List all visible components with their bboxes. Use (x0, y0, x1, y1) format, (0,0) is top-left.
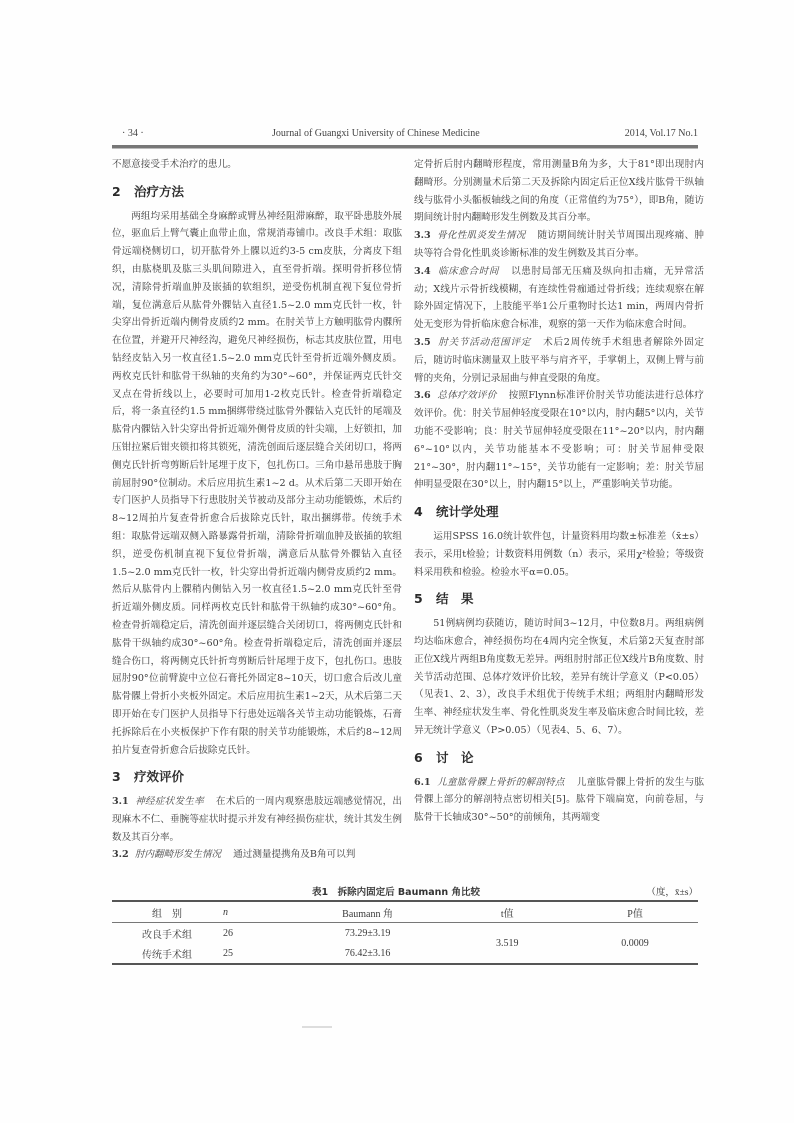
subsection-3-4: 3.4 临床愈合时间 以患肘局部无压痛及纵向扣击痛，无异常活动；X线片示骨折线模糊，有连续性骨痂通过骨折线；连续观察在解除外固定情况下，上肢能平举1公斤重物时长达1 min，两周内骨折处无变形为骨折临床愈合标准，观察的第一天作为临床愈合时间。 (414, 265, 704, 331)
subsection-3-6: 3.6 总体疗效评价 按照Flynn标准评价肘关节功能法进行总体疗效评价。优：肘关节屈伸轻度受限在10°以内，肘内翻5°以内，关节功能不受影响；良：肘关节屈伸轻度受限在11°~20°以内，肘内翻6°~10°以内，关节功能基本不受影响；可：肘关节屈伸受限21°~30°，肘内翻11°~15°，关节功能有一定影响；差：肘关节屈伸明显受限在30°以上，肘内翻15°以上，严重影响关节功能。 (414, 390, 704, 491)
header-t: t值 (500, 908, 514, 920)
table-unit: （度，x̄±s） (646, 888, 698, 898)
journal-name: Journal of Guangxi University of Chinese Medicine (272, 128, 480, 139)
subsection-3-1: 3.1 神经症状发生率 在术后的一周内观察患肢远端感觉情况，出现麻木不仁、垂腕等症状时提示并发有神经损伤症状，统计其发生例数及其百分率。 (112, 796, 403, 843)
subsection-3-2: 3.2 肘内翻畸形发生情况 通过测量提携角及B角可以判 (112, 849, 356, 861)
table-caption: 表1 拆除内固定后 Baumann 角比较 (312, 887, 480, 898)
cell-n: 26 (223, 927, 234, 939)
section-heading-2: 2 治疗方法 (112, 183, 185, 199)
subsection-3-3: 3.3 骨化性肌炎发生情况 随访期间统计肘关节周围出现疼痛、肿块等符合骨化性肌炎诊断标准的发生例数及其百分率。 (414, 230, 705, 259)
right-column (414, 156, 704, 827)
section-2-body: 两组均采用基础全身麻醉或臂丛神经阻滞麻醉，取平卧患肢外展位，驱血后上臂气囊止血带止血，常规消毒铺巾。改良手术组：取肱骨远端桡侧切口，切开肱骨外上髁以近约3-5 cm皮肤，分离皮下组织，由肱桡肌及肱三头肌间隙进入，直至骨折端。探明骨折移位情况，清除骨折端血肿及嵌插的软组织，逆受伤机制直视下复位骨折端，复位满意后从肱骨外髁钻入直径1.5~2.0 mm克氏针一枚，针尖穿出骨折近端内侧骨皮质约2 mm。在肘关节上方触明肱骨内髁所在位置，并避开尺神经沟，避免尺神经损伤，标志其皮肤位置，用电钻经皮钻入另一枚直径1.5~2.0 mm克氏针至骨折近端外侧皮质。两枚克氏针和肱骨干纵轴的夹角约为30°~60°，并保证两克氏针交叉点在骨折线以上，必要时可加用1-2枚克氏针。检查骨折端稳定后，将一条直径约1.5 mm捆绑带绕过肱骨外髁钻入克氏针的尾端及肱骨内髁钻入针尖穿出骨折近端外侧骨皮质的针尖端，上好锁扣，加压钳拉紧后钳夹锁扣将其锁死，清洗创面后逐层缝合关闭切口，将两侧克氏针折弯剪断后针尾埋于皮下，包扎伤口。三角巾悬吊患肢于胸前屈肘90°位制动。术后应用抗生素1~2 d。从术后第二天即开始在专门医护人员指导下行患肢肘关节被动及部分主动功能锻炼，术后约8~12周拍片复查骨折愈合后拔除克氏针，取出捆绑带。传统手术组：取肱骨远端双侧入路暴露骨折端，清除骨折端血肿及嵌插的软组织，逆受伤机制直视下复位骨折端，满意后从肱骨外髁钻入直径1.5~2.0 mm克氏针一枚，针尖穿出骨折近端内侧骨皮质约2 mm。然后从肱骨内上髁稍内侧钻入另一枚直径1.5~2.0 mm克氏针至骨折近端外侧皮质。同样两枚克氏针和肱骨干纵轴约成30°~60°角。检查骨折端稳定后，清洗创面并逐层缝合关闭切口，将两侧克氏针和肱骨干纵轴约成30°~60°角。检查骨折端稳定后，清洗创面并逐层缝合伤口，将两侧克氏针折弯剪断后针尾埋于皮下，包扎伤口。患肢屈肘90°位前臂旋中立位石膏托外固定8~10天，切口愈合后改儿童肱骨髁上骨折小夹板外固定。术后应用抗生素1~2天，从术后第二天即开始在专门医护人员指导下行患处远端各关节主动功能锻炼，石膏托拆除后在小夹板保护下作有限的肘关节功能锻炼，术后约8~12周拍片复查骨折愈合后拔除克氏针。 (112, 210, 402, 756)
running-header (112, 128, 698, 144)
section-heading-6: 6 讨 论 (414, 749, 474, 765)
table-row (112, 923, 698, 944)
table-header-row (112, 901, 698, 923)
page-number: · 34 · (122, 128, 144, 139)
cell-baumann: 76.42±3.16 (344, 947, 391, 959)
baumann-table (112, 900, 698, 965)
header-n: n (223, 906, 229, 918)
cell-t-value: 3.519 (496, 937, 519, 949)
intro-tail: 不愿意接受手术治疗的患儿。 (112, 159, 237, 170)
section-4-body: 运用SPSS 16.0统计软件包，计量资料用均数±标准差（x̄±s）表示，采用t检验；计数资料用例数（n）表示，采用χ²检验；等级资料采用秩和检验。检验水平α=0.05。 (414, 530, 704, 578)
table-1 (112, 884, 698, 965)
table-caption-row (112, 884, 698, 900)
cell-p-value: 0.0009 (621, 937, 649, 949)
cell-group: 改良手术组 (142, 929, 193, 941)
cell-group: 传统手术组 (142, 949, 193, 961)
cell-baumann: 73.29±3.19 (344, 927, 391, 939)
section-5-body: 51例病例均获随访，随访时间3~12月，中位数8月。两组病例均达临床愈合，神经损伤均在4周内完全恢复，术后第2天复查肘部正位X线片两组B角度数无差异。两组肘肘部正位X线片B角度数、肘关节活动范围、总体疗效评价比较，差异有统计学意义（P<0.05）（见表1、2、3），改良手术组优于传统手术组；两组肘内翻畸形发生率、神经症状发生率、骨化性肌炎发生率及临床愈合时间比较，差异无统计学意义（P>0.05）（见表4、5、6、7）。 (414, 618, 704, 736)
section-3-2-continued: 定骨折后肘内翻畸形程度，常用测量B角为多，大于81°即出现肘内翻畸形。分别测量术后第二天及拆除内固定后正位X线片肱骨干纵轴线与肱骨小头骺板轴线之间的角度（正常值约为75°），即B角，随访期间统计肘内翻畸形发生例数及其百分率。 (414, 159, 704, 224)
volume-issue: 2014, Vol.17 No.1 (624, 128, 698, 139)
left-column (112, 156, 402, 864)
header-baumann: Baumann 角 (342, 908, 393, 920)
cell-n: 25 (223, 947, 234, 959)
header-p: P值 (627, 908, 643, 920)
section-heading-5: 5 结 果 (414, 591, 474, 607)
scan-artifact (302, 1026, 332, 1028)
section-heading-4: 4 统计学处理 (414, 504, 499, 520)
header-rule-thin (112, 148, 698, 149)
header-group: 组 别 (152, 908, 183, 920)
subsection-6-1: 6.1 儿童肱骨髁上骨折的解剖特点 儿童肱骨髁上骨折的发生与肱骨髁上部分的解剖特点密切相关[5]。肱骨下端扁宽，向前卷屈，与肱骨干长轴成30°~50°的前倾角，其两端变 (414, 776, 705, 824)
section-heading-3: 3 疗效评价 (112, 769, 185, 785)
subsection-3-5: 3.5 肘关节活动范围评定 术后2周传统手术组患者解除外固定后，随访时临床测量双上肢平举与肩齐平，手掌朝上，双侧上臂与前臂的夹角，分别记录屈曲与伸直受限的角度。 (414, 336, 705, 384)
